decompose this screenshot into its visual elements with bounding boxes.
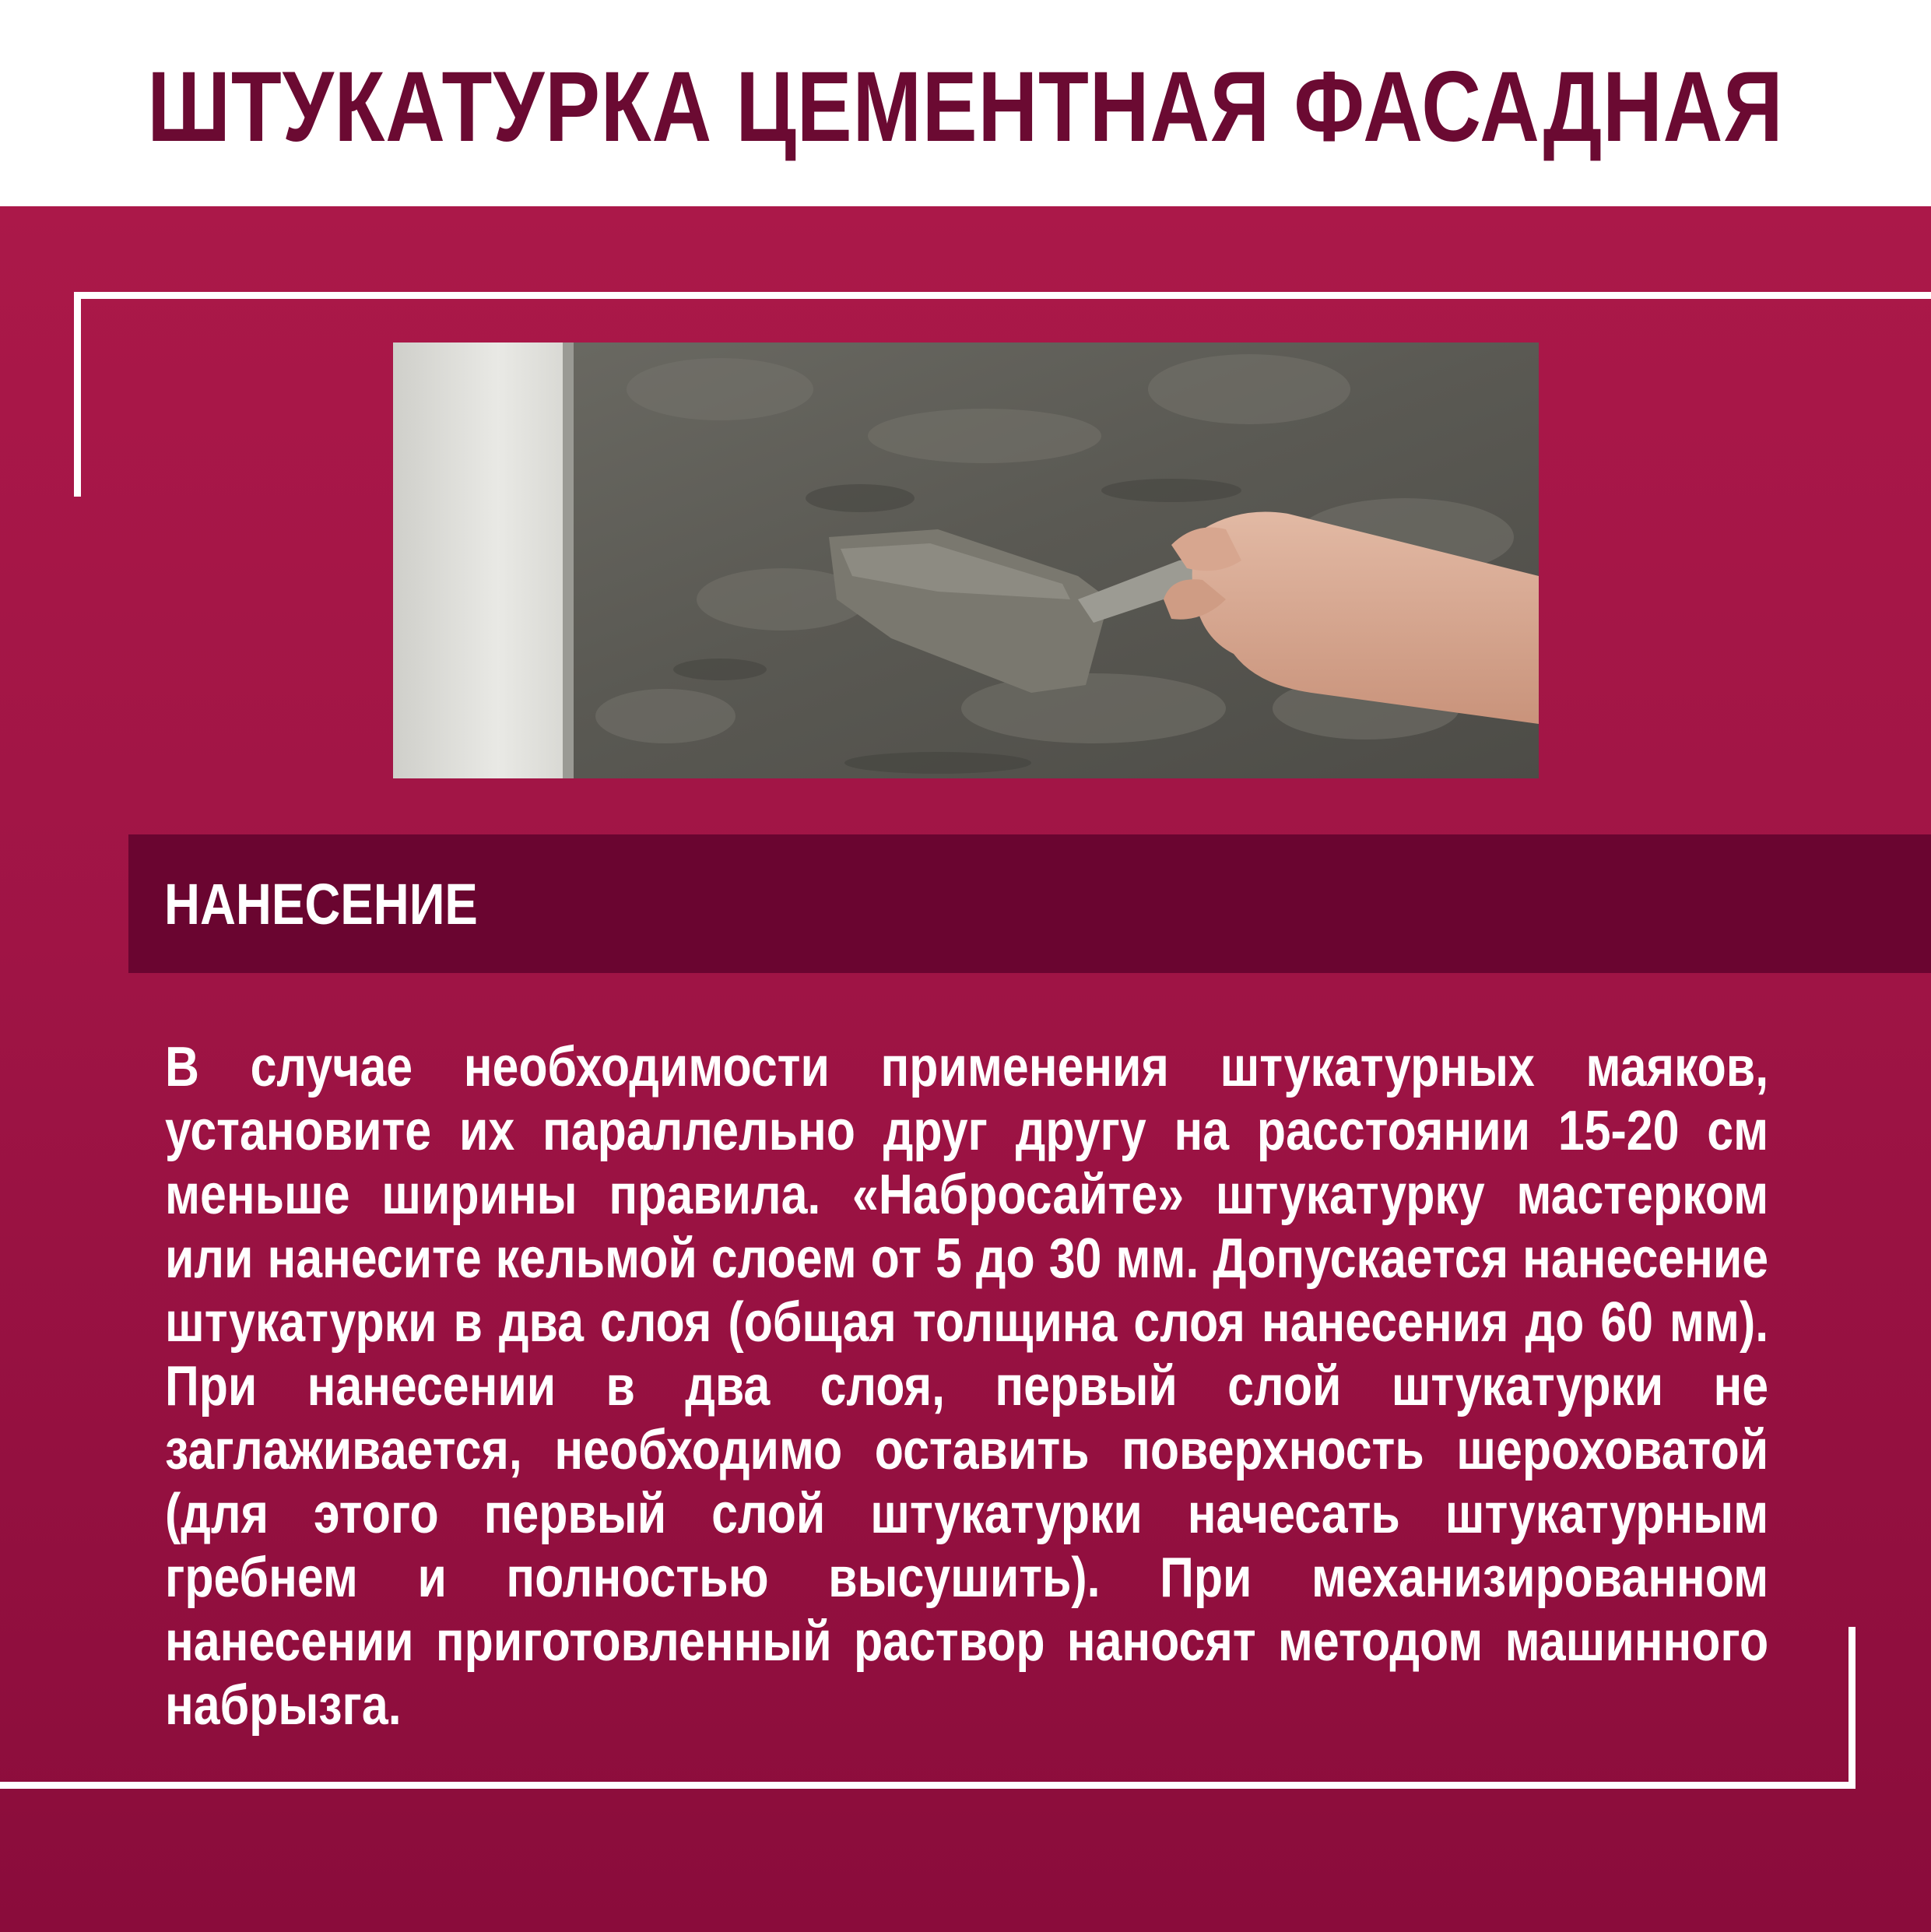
frame-line-bottom — [0, 1782, 1856, 1789]
frame-line-top — [74, 292, 1931, 299]
application-instructions-text: В случае необходимости применения штукатурных маяков, установите их параллельно друг другу на расстоянии 15-20 см меньше ширины правила. «Набросайте» штукатурку мастерком или нанесите кельмой слоем от 5 до 30 мм. Допускается нанесение штукатурки в два слоя (общая толщина слоя нанесения до 60 мм). При нанесении в два слоя, первый слой штукатурки не заглаживается, необходимо оставить поверхность шероховатой (для этого первый слой штукатурки начесать штукатурным гребнем и полностью высушить). При механизированном нанесении приготовленный раствор наносят методом машинного набрызга. — [165, 1036, 1769, 1737]
page-title: ШТУКАТУРКА ЦЕМЕНТНАЯ ФАСАДНАЯ — [147, 51, 1784, 163]
frame-line-left — [74, 292, 81, 497]
plaster-application-photo — [393, 342, 1539, 778]
header — [0, 0, 1931, 206]
section-header-bar — [128, 834, 1931, 973]
section-title: НАНЕСЕНИЕ — [164, 871, 478, 936]
frame-line-right — [1848, 1627, 1856, 1789]
